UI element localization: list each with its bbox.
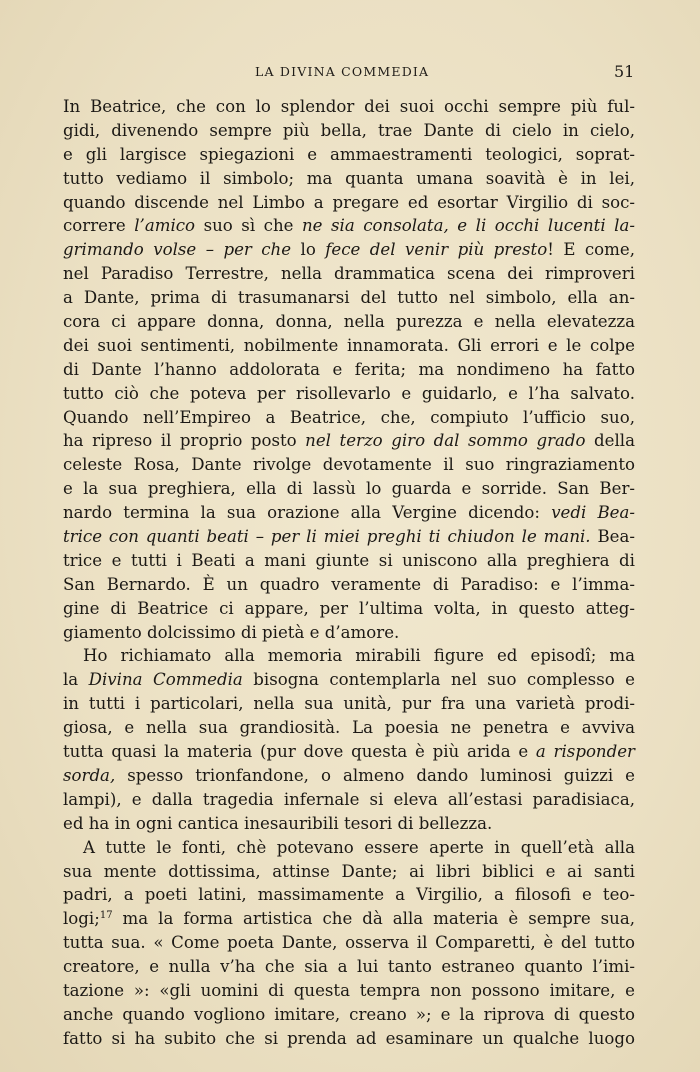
text-run: a Dante, prima di trasumanarsi del tutto nel simbolo, ella an- xyxy=(63,288,635,308)
text-run: gidi, divenendo sempre più bella, trae Dante di cielo in cielo, xyxy=(63,120,635,140)
text-line xyxy=(63,238,635,262)
text-line xyxy=(63,310,635,334)
text-line xyxy=(63,191,635,215)
text-run: Ho richiamato alla memoria mirabili figure ed episodî; ma xyxy=(83,646,635,666)
text-line xyxy=(63,143,635,167)
text-line xyxy=(63,549,635,573)
text-run: correre xyxy=(63,216,135,236)
text-run: in tutti i particolari, nella sua unità, pur fra una varietà prodi- xyxy=(63,694,635,714)
text-run: dei suoi sentimenti, nobilmente innamorata. Gli errori e le colpe xyxy=(63,335,635,355)
text-line xyxy=(63,955,635,979)
text-run: la xyxy=(63,670,89,690)
text-run: ma la forma artistica che dà alla materia è sempre sua, xyxy=(112,909,635,929)
text-run: nardo termina la sua orazione alla Vergine dicendo: xyxy=(63,503,552,523)
body-text xyxy=(63,95,635,1051)
italic-run: nel terzo giro dal sommo grado xyxy=(305,431,586,451)
text-run: Quando nell’Empireo a Beatrice, che, compiuto l’ufficio suo, xyxy=(63,407,635,427)
text-line xyxy=(63,812,635,836)
italic-run: vedi Bea- xyxy=(551,503,635,523)
text-run: logi; xyxy=(63,909,100,929)
text-line xyxy=(63,1027,635,1051)
text-line xyxy=(63,621,635,645)
text-line xyxy=(63,286,635,310)
italic-run: ne sia consolata, e li occhi lucenti la- xyxy=(301,216,635,236)
text-run: suo sì che xyxy=(195,216,302,236)
text-line xyxy=(63,740,635,764)
text-run: ! E come, xyxy=(547,240,635,260)
text-run: tutta quasi la materia (pur dove questa è più arida e xyxy=(63,742,536,762)
running-title: LA DIVINA COMMEDIA xyxy=(255,64,430,79)
text-run: anche quando vogliono imitare, creano »; e la riprova di questo xyxy=(63,1004,635,1024)
italic-run: trice con quanti beati – per li miei preghi ti chiudon le mani. xyxy=(63,527,591,547)
text-run: lo xyxy=(291,240,326,260)
text-run: giamento dolcissimo di pietà e d’amore. xyxy=(63,622,400,642)
text-line xyxy=(63,597,635,621)
text-run: celeste Rosa, Dante rivolge devotamente il suo ringraziamento xyxy=(63,455,635,475)
text-run: di Dante l’hanno addolorata e ferita; ma nondimeno ha fatto xyxy=(63,359,635,379)
text-run: San Bernardo. È un quadro veramente di Paradiso: e l’imma- xyxy=(63,574,635,594)
text-run: spesso trionfandone, o almeno dando luminosi guizzi e xyxy=(115,765,635,785)
text-line xyxy=(63,1003,635,1027)
text-run: tutta sua. « Come poeta Dante, osserva il Comparetti, è del tutto xyxy=(63,933,635,953)
footnote-ref: 17 xyxy=(99,910,113,922)
text-line xyxy=(63,764,635,788)
text-line xyxy=(63,214,635,238)
text-line xyxy=(63,860,635,884)
text-run: cora ci appare donna, donna, nella purezza e nella elevatezza xyxy=(63,312,635,332)
text-run: nel Paradiso Terrestre, nella drammatica scena dei rimproveri xyxy=(63,264,635,284)
text-run: tazione »: «gli uomini di questa tempra non possono imitare, e xyxy=(63,980,635,1000)
text-line xyxy=(63,167,635,191)
text-line xyxy=(63,931,635,955)
text-run: In Beatrice, che con lo splendor dei suoi occhi sempre più ful- xyxy=(63,97,635,116)
text-line xyxy=(63,334,635,358)
text-run: tutto vediamo il simbolo; ma quanta umana soavità è in lei, xyxy=(63,168,635,188)
text-line xyxy=(63,95,635,119)
text-run: ha ripreso il proprio posto xyxy=(63,431,306,451)
paragraph xyxy=(63,95,635,644)
text-run: creatore, e nulla v’ha che sia a lui tanto estraneo quanto l’imi- xyxy=(63,957,635,977)
italic-run: a risponder xyxy=(535,742,635,762)
text-line xyxy=(63,836,635,860)
text-run: trice e tutti i Beati a mani giunte si uniscono alla preghiera di xyxy=(63,550,635,570)
text-line xyxy=(63,525,635,549)
italic-run: sorda, xyxy=(63,765,116,785)
page-number: 51 xyxy=(614,62,635,81)
text-line xyxy=(63,716,635,740)
text-run: bisogna contemplarla nel suo complesso e xyxy=(242,670,635,690)
text-line xyxy=(63,358,635,382)
text-line xyxy=(63,477,635,501)
text-line xyxy=(63,429,635,453)
text-line xyxy=(63,119,635,143)
text-line xyxy=(63,573,635,597)
text-run: padri, a poeti latini, massimamente a Virgilio, a filosofi e teo- xyxy=(63,885,635,905)
text-run: giosa, e nella sua grandiosità. La poesia ne penetra e avviva xyxy=(63,718,635,738)
text-run: della xyxy=(585,431,635,451)
text-line xyxy=(63,788,635,812)
text-line xyxy=(63,883,635,907)
text-run: quando discende nel Limbo a pregare ed esortar Virgilio di soc- xyxy=(63,192,635,212)
running-head xyxy=(0,64,700,84)
text-line xyxy=(63,406,635,430)
text-line xyxy=(63,382,635,406)
text-run: ed ha in ogni cantica inesauribili tesori di bellezza. xyxy=(63,813,493,833)
italic-run: Divina Commedia xyxy=(88,670,243,690)
text-run: fatto si ha subito che si prenda ad esaminare un qualche luogo xyxy=(63,1028,635,1048)
text-run: sua mente dottissima, attinse Dante; ai libri biblici e ai santi xyxy=(63,861,635,881)
italic-run: fece del venir più presto xyxy=(325,240,548,260)
text-run: tutto ciò che poteva per risollevarlo e guidarlo, e l’ha salvato. xyxy=(63,383,635,403)
text-line xyxy=(63,453,635,477)
text-run: gine di Beatrice ci appare, per l’ultima volta, in questo atteg- xyxy=(63,598,635,618)
text-line xyxy=(63,668,635,692)
paragraph xyxy=(63,836,635,1051)
text-run: A tutte le fonti, chè potevano essere aperte in quell’età alla xyxy=(83,837,635,857)
text-run: e la sua preghiera, ella di lassù lo guarda e sorride. San Ber- xyxy=(63,479,635,499)
text-run: e gli largisce spiegazioni e ammaestramenti teologici, soprat- xyxy=(63,144,635,164)
paragraph xyxy=(63,644,635,835)
text-line xyxy=(63,907,635,931)
text-line xyxy=(63,262,635,286)
text-run: Bea- xyxy=(590,527,635,547)
text-line xyxy=(63,644,635,668)
text-line xyxy=(63,979,635,1003)
italic-run: l’amico xyxy=(134,216,196,236)
text-line xyxy=(63,501,635,525)
text-line xyxy=(63,692,635,716)
italic-run: grimando volse – per che xyxy=(63,240,292,260)
text-run: lampi), e dalla tragedia infernale si eleva all’estasi paradisiaca, xyxy=(63,789,635,809)
